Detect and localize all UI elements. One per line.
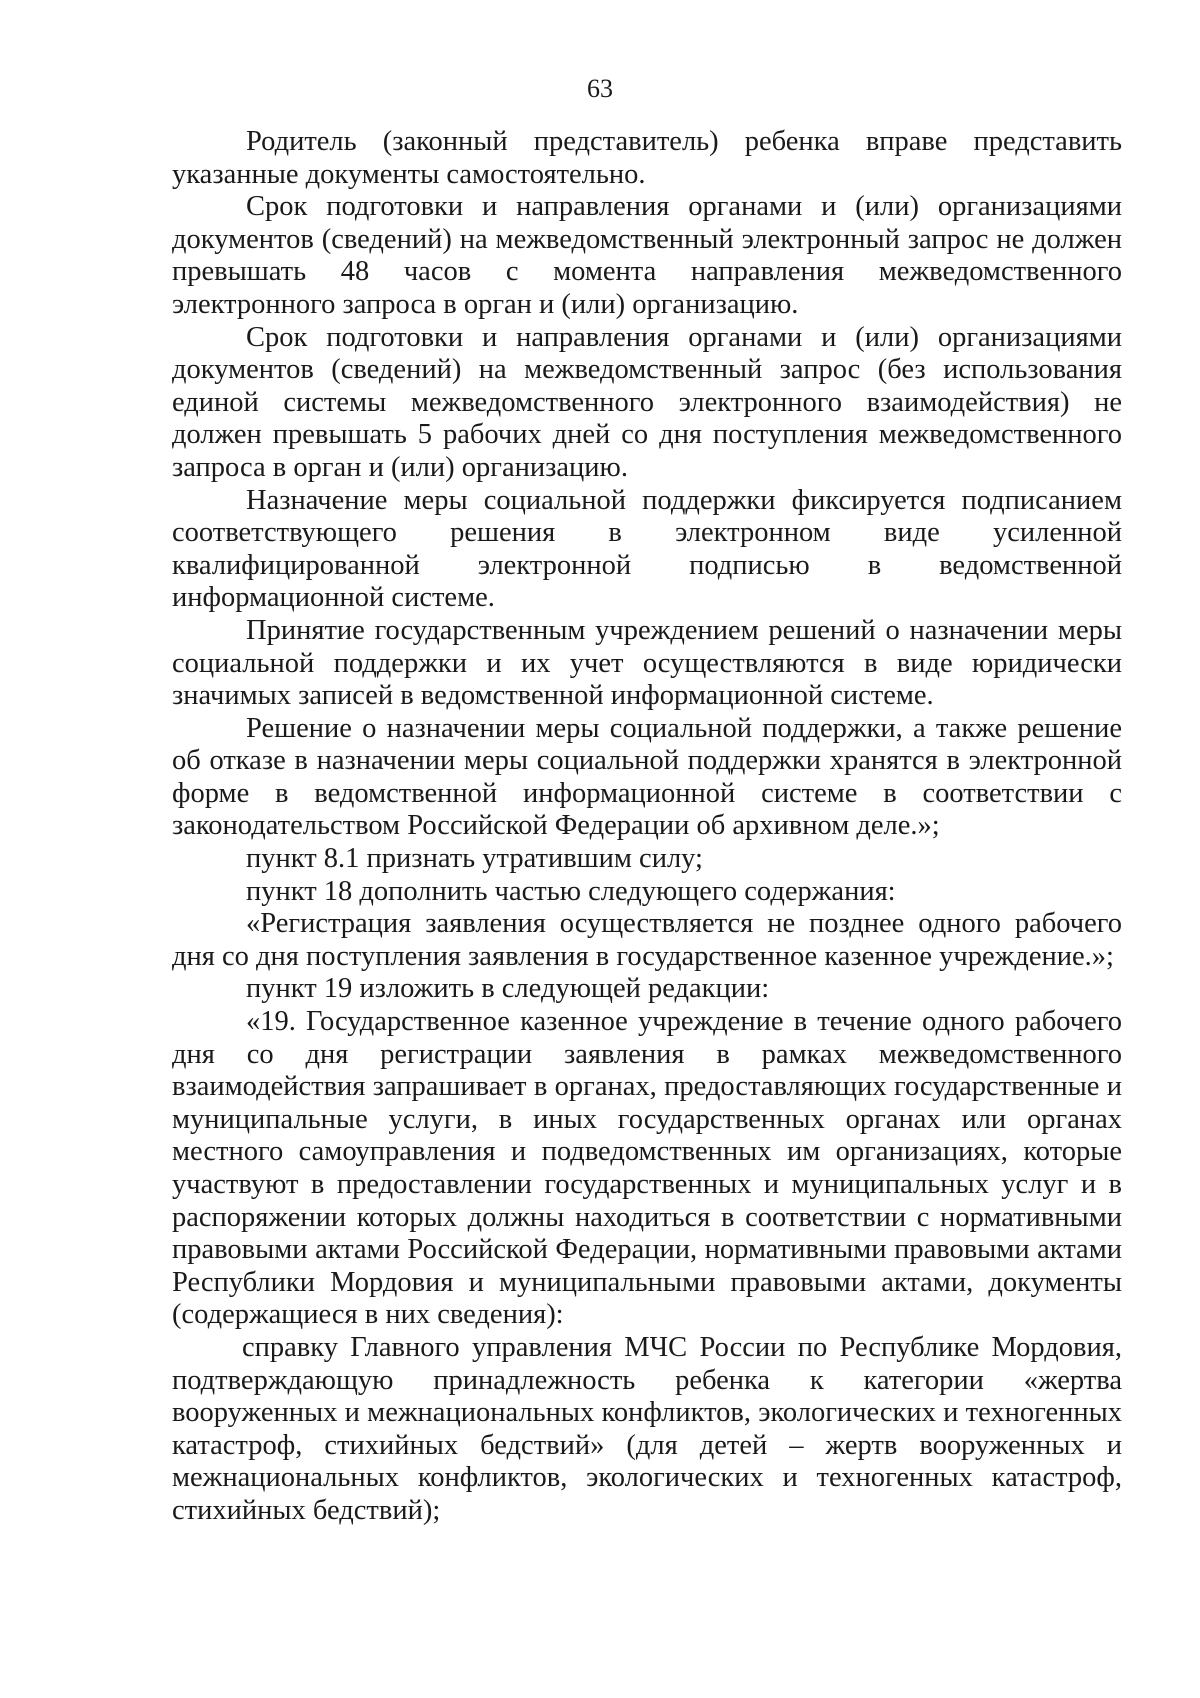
paragraph-10: пункт 19 изложить в следующей редакции: — [246, 973, 770, 1005]
paragraph-4: Назначение меры социальной поддержки фиксируется подписанием соответствующего решения в электронном виде усиленной квалифицированной электронной подписью в ведомственной информационной системе. — [172, 484, 1122, 614]
paragraph-2: Срок подготовки и направления органами и (или) организациями документов (сведений) на межведомственный электронный запрос не должен превышать 48 часов с момента направления межведомственного электронного запроса в орган и (или) организацию. — [172, 191, 1122, 320]
paragraph-8: пункт 18 дополнить частью следующего содержания: — [246, 875, 896, 907]
paragraph-6: Решение о назначении меры социальной поддержки, а также решение об отказе в назначении меры социальной поддержки хранятся в электронной форме в ведомственной информационной системе в соответствии с законодательством Российской Федерации об архивном деле.»; — [172, 712, 1122, 842]
paragraph-9: «Регистрация заявления осуществляется не позднее одного рабочего дня со дня поступления заявления в государственное казенное учреждение.»; — [172, 908, 1122, 972]
paragraph-12: справку Главного управления МЧС России по Республике Мордовия, подтверждающую принадлежность ребенка к категории «жертва вооруженных и межнациональных конфликтов, экологических и техногенных катастроф, стихийных бедствий» (для детей – жертв вооруженных и межнациональных конфликтов, экологических и техногенных катастроф, стихийных бедствий); — [172, 1331, 1122, 1526]
document-body — [172, 126, 1122, 1528]
paragraph-11: «19. Государственное казенное учреждение в течение одного рабочего дня со дня регистрации заявления в рамках межведомственного взаимодействия запрашивает в органах, предоставляющих государственные и муниципальные услуги, в иных государственных органах или органах местного самоуправления и подведомственных им организациях, которые участвуют в предоставлении государственных и муниципальных услуг и в распоряжении которых должны находиться в соответствии с нормативными правовыми актами Российской Федерации, нормативными правовыми актами Республики Мордовия и муниципальными правовыми актами, документы (содержащиеся в них сведения): — [172, 1006, 1122, 1331]
paragraph-7: пункт 8.1 признать утратившим силу; — [246, 843, 703, 875]
paragraph-1: Родитель (законный представитель) ребенка вправе представить указанные документы самостоятельно. — [172, 126, 1122, 190]
paragraph-5: Принятие государственным учреждением решений о назначении меры социальной поддержки и их учет осуществляются в виде юридически значимых записей в ведомственной информационной системе. — [172, 614, 1122, 712]
page-number: 63 — [587, 74, 613, 103]
paragraph-3: Срок подготовки и направления органами и (или) организациями документов (сведений) на межведомственный запрос (без использования единой системы межведомственного электронного взаимодействия) не должен превышать 5 рабочих дней со дня поступления межведомственного запроса в орган и (или) организацию. — [172, 321, 1122, 483]
